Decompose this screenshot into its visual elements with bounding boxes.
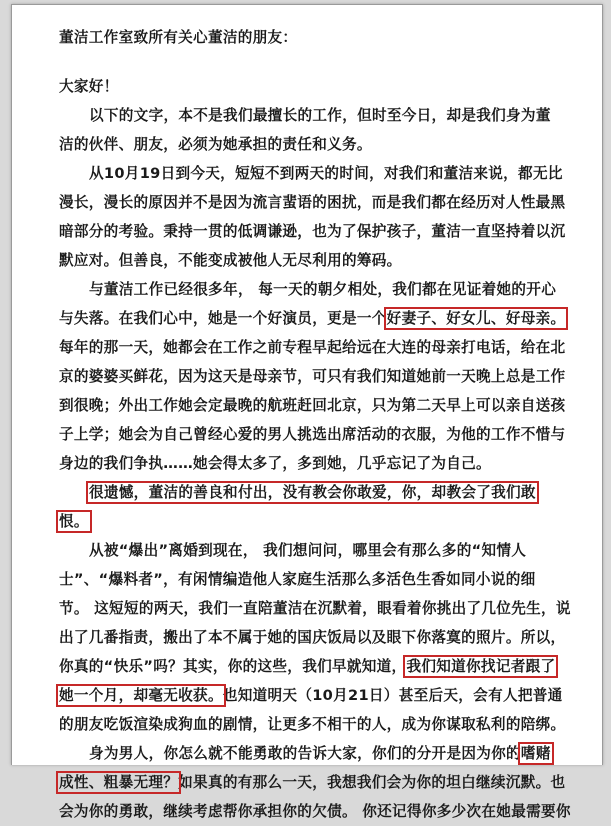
letter-body — [59, 23, 585, 826]
highlight-box: 她一个月，却毫无收获。 — [59, 687, 223, 704]
paragraph-line: 漫长，漫长的原因并不是因为流言蜚语的困扰，而是我们都在经历对人性最黑 — [59, 194, 566, 211]
paragraph-line: 每年的那一天，她都会在工作之前专程早起给远在大连的母亲打电话，给在北 — [59, 339, 566, 356]
paragraph-text: 你真的“快乐”吗？其实，你的这些，我们早就知道， — [59, 658, 407, 675]
paragraph-line: 默应对。但善良，不能变成被他人无尽利用的筹码。 — [59, 252, 402, 269]
paragraph-text: 与失落。在我们心中，她是一个好演员，更是一个 — [59, 310, 387, 327]
letter-heading: 董洁工作室致所有关心董洁的朋友： — [59, 29, 298, 46]
paragraph-line: 出了几番指责，搬出了本不属于她的国庆饭局以及眼下你落寞的照片。所以， — [59, 629, 566, 646]
greeting: 大家好！ — [59, 78, 119, 95]
paragraph-line: 会为你的勇敢，继续考虑帮你承担你的欠债。 你还记得你多少次在她最需要你 — [59, 803, 571, 820]
paragraph-line: 洁的伙伴、朋友，必须为她承担的责任和义务。 — [59, 136, 372, 153]
paragraph-line: 子上学；她会为自己曾经心爱的男人挑选出席活动的衣服，为他的工作不惜与 — [59, 426, 566, 443]
paragraph-line: 身边的我们争执……她会得太多了，多到她，几乎忘记了为自己。 — [59, 455, 491, 472]
highlight-box: 我们知道你找记者跟了 — [406, 658, 556, 675]
highlight-box: 很遗憾，董洁的善良和付出，没有教会你敢爱，你，却教会了我们敢 — [89, 484, 536, 501]
paragraph-text: 如果真的有那么一天，我想我们会为你的坦白继续沉默。也 — [178, 774, 566, 791]
paragraph-line — [59, 478, 585, 507]
paragraph-line: 士”、“爆料者”，有闲情编造他人家庭生活那么多活色生香如同小说的细 — [59, 571, 536, 588]
highlight-box: 嗜赌 — [520, 745, 551, 762]
paragraph-text: 身为男人，你怎么就不能勇敢的告诉大家，你们的分开是因为你的 — [89, 745, 521, 762]
paragraph-line — [59, 681, 585, 710]
paragraph-line: 的朋友吃饭渲染成狗血的剧情，让更多不相干的人，成为你谋取私利的陪绑。 — [59, 716, 566, 733]
paragraph-line — [59, 507, 585, 536]
highlight-box: 成性、粗暴无理？ — [59, 774, 179, 791]
paragraph-text: 也知道明天（10月21日）甚至后天，会有人把普通 — [222, 687, 563, 704]
paragraph-line — [59, 304, 585, 333]
paragraph-line: 京的婆婆买鲜花，因为这天是母亲节，可只有我们知道她前一天晚上总是工作 — [59, 368, 566, 385]
paragraph-line: 与董洁工作已经很多年， 每一天的朝夕相处，我们都在见证着她的开心 — [89, 281, 557, 298]
paragraph-line — [59, 652, 585, 681]
paragraph-line — [59, 739, 585, 768]
highlight-box: 好妻子、好女儿、好母亲。 — [386, 310, 566, 327]
paragraph-line: 从被“爆出”离婚到现在， 我们想问问，哪里会有那么多的“知情人 — [89, 542, 527, 559]
paragraph-line: 到很晚；外出工作她会定最晚的航班赶回北京，只为第二天早上可以亲自送孩 — [59, 397, 566, 414]
paragraph-line: 从10月19日到今天，短短不到两天的时间，对我们和董洁来说，都无比 — [89, 165, 563, 182]
paragraph-line: 以下的文字，本不是我们最擅长的工作，但时至今日，却是我们身为董 — [89, 107, 551, 124]
document-page — [11, 4, 603, 820]
highlight-box: 恨。 — [59, 513, 89, 530]
paragraph-line: 暗部分的考验。秉持一贯的低调谦逊，也为了保护孩子，董洁一直坚持着以沉 — [59, 223, 566, 240]
paragraph-line: 节。 这短短的两天，我们一直陪董洁在沉默着，眼看着你挑出了几位先生，说 — [59, 600, 571, 617]
paragraph-line — [59, 768, 585, 797]
